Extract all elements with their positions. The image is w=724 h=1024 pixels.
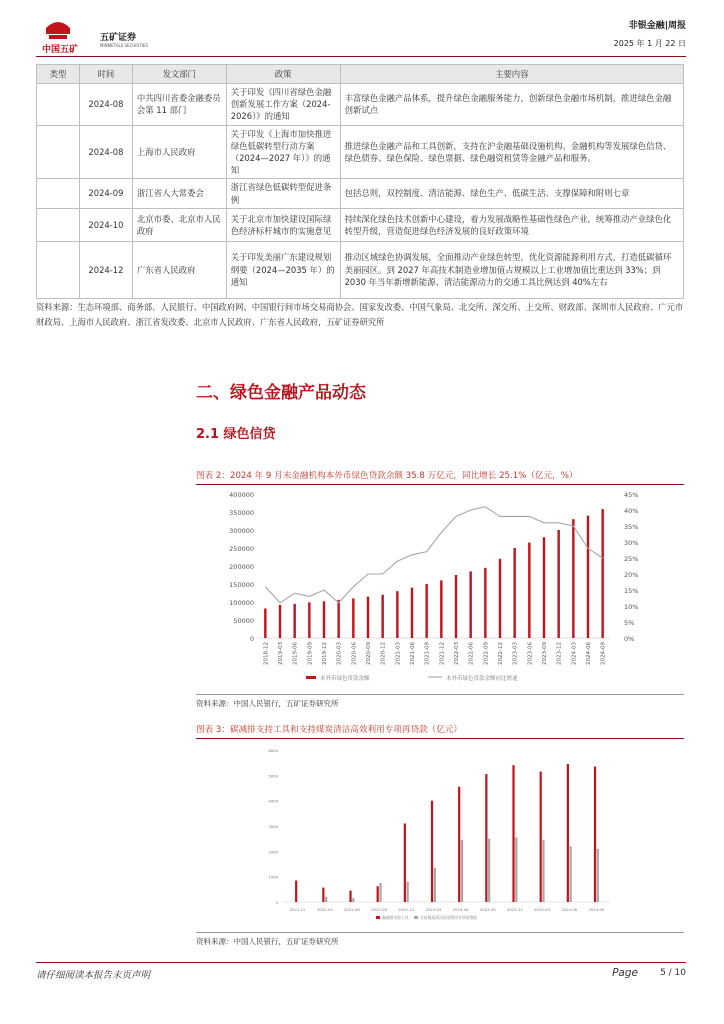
bar-carbon-reduction: [567, 764, 569, 902]
bar-green-loan: [279, 605, 281, 638]
table-cell-time: 2024-08: [79, 84, 132, 126]
footer-disclaimer: 请仔细阅读本报告末页声明: [36, 970, 151, 981]
legend-label-b: 支持煤炭清洁高效利用专项再贷款: [420, 915, 477, 920]
col-header: 时间: [79, 65, 132, 84]
fig2-divider: [196, 484, 684, 485]
report-date: 2025 年 1 月 22 日: [613, 39, 686, 48]
y-tick-left: 200000: [229, 563, 254, 571]
bar-green-loan: [528, 543, 530, 638]
bar-green-loan: [396, 591, 398, 638]
y-tick-right: 10%: [624, 603, 639, 611]
bar-coal-relending: [434, 868, 436, 902]
table-cell-type: [37, 241, 80, 298]
fig2-title: 图表 2：2024 年 9 月末金融机构本外币绿色贷款余额 35.8 万亿元，同比增长 25.1%（亿元，%）: [196, 471, 578, 481]
table-cell-time: 2024-09: [79, 179, 132, 208]
table-cell-policy: 浙江省绿色低碳转型促进条例: [226, 179, 340, 208]
table-cell-dept: 浙江省人大常委会: [132, 179, 226, 208]
table-cell-dept: 北京市委、北京市人民政府: [132, 208, 226, 241]
footer-divider: [36, 962, 686, 963]
policy-table: [36, 64, 684, 299]
y-tick-left: 350000: [229, 509, 254, 517]
table-row: [37, 241, 684, 298]
brand-cn: 中国五矿: [42, 45, 79, 55]
x-tick: 2021-03: [395, 642, 402, 665]
y-tick-right: 35%: [624, 523, 639, 531]
fig3-divider: [196, 738, 684, 739]
bar-green-loan: [381, 595, 383, 638]
table-cell-content: 推动区域绿色协调发展，全面推动产业绿色转型，优化资源能源利用方式，打造低碳循环美丽园区。到 2027 年高技术制造业增加值占规模以上工业增加值比重达到 33%；到 2030 年当年新增新能源、清洁能源动力的交通工具比例达到 40%左右: [340, 241, 683, 298]
y-tick-left: 300000: [229, 527, 254, 535]
y-tick-right: 5%: [624, 619, 635, 627]
x-tick: 2020-03: [336, 642, 343, 665]
x-tick: 2021-09: [424, 642, 431, 665]
bar-green-loan: [440, 580, 442, 638]
table-row: [37, 179, 684, 208]
bar-carbon-reduction: [594, 766, 596, 902]
bar-green-loan: [601, 509, 603, 638]
bar-carbon-reduction: [377, 886, 379, 902]
x-tick: 2022-06: [468, 642, 475, 665]
fig3-bottom-line: [196, 932, 684, 933]
x-tick: 2023-06: [452, 907, 469, 912]
x-tick: 2022-03: [316, 907, 333, 912]
bar-carbon-reduction: [322, 888, 324, 902]
line-yoy-growth: [265, 507, 602, 603]
x-tick: 2019-03: [278, 642, 284, 665]
bar-carbon-reduction: [431, 801, 433, 902]
col-header: 政策: [226, 65, 340, 84]
brand-sec-en: MINMETALS SECURITIES: [100, 43, 148, 48]
col-header: 类型: [37, 65, 80, 84]
y-tick-left: 150000: [229, 581, 254, 589]
bar-green-loan: [367, 597, 369, 638]
bar-green-loan: [499, 559, 501, 638]
y-tick: 0: [275, 900, 278, 905]
x-tick: 2018-12: [263, 642, 270, 665]
bar-carbon-reduction: [349, 891, 351, 902]
bar-green-loan: [293, 604, 295, 638]
bar-carbon-reduction: [485, 774, 487, 902]
y-tick-left: 250000: [229, 545, 254, 553]
bar-green-loan: [308, 602, 310, 638]
bar-carbon-reduction: [295, 880, 297, 902]
table-cell-type: [37, 84, 80, 126]
x-tick: 2019-09: [307, 642, 314, 665]
bar-green-loan: [455, 575, 457, 638]
x-tick: 2022-12: [498, 642, 504, 665]
table-cell-dept: 广东省人民政府: [132, 241, 226, 298]
x-tick: 2024-03: [534, 907, 551, 912]
bar-coal-relending: [488, 839, 490, 902]
bar-coal-relending: [461, 840, 463, 902]
table-header-row: [37, 65, 684, 84]
x-tick: 2021-12: [289, 907, 306, 912]
x-tick: 2019-12: [322, 642, 328, 665]
table-cell-content: 包括总则，双控制度、清洁能源、绿色生产、低碳生活、支撑保障和附则七章: [340, 179, 683, 208]
x-tick: 2020-12: [380, 642, 387, 665]
table-cell-policy: 关于印发《四川省绿色金融创新发展工作方案（2024-2026）》的通知: [226, 84, 340, 126]
bar-green-loan: [484, 568, 486, 638]
bar-coal-relending: [325, 897, 327, 902]
y-tick-right: 25%: [624, 555, 639, 563]
table-cell-type: [37, 179, 80, 208]
x-tick: 2023-06: [527, 642, 534, 665]
bar-green-loan: [425, 584, 427, 638]
bar-green-loan: [411, 588, 413, 638]
table-source: 资料来源：生态环境部、商务部、人民银行、中国政府网、中国银行间市场交易商协会、国家发改委、中国气象局、北交所、深交所、上交所、财政部、深圳市人民政府、广元市财政局、上海市人民政府、浙江省发改委、北京市人民政府、广东省人民政府，五矿证券研究所: [36, 302, 684, 327]
table-cell-type: [37, 208, 80, 241]
y-tick-right: 45%: [624, 491, 639, 499]
bar-green-loan: [337, 600, 339, 638]
x-tick: 2023-03: [425, 907, 442, 912]
bar-coal-relending: [570, 846, 572, 902]
x-tick: 2024-06: [561, 907, 578, 912]
x-tick: 2021-12: [439, 642, 446, 665]
section-title: 二、绿色金融产品动态: [196, 383, 366, 403]
bar-green-loan: [572, 519, 574, 638]
table-cell-time: 2024-12: [79, 241, 132, 298]
x-tick: 2019-06: [292, 642, 299, 665]
legend-label-bar: 本外币绿色贷款余额: [320, 676, 370, 682]
bar-coal-relending: [597, 849, 599, 902]
table-row: [37, 84, 684, 126]
x-tick: 2020-06: [351, 642, 358, 665]
y-tick: 3000: [268, 824, 278, 829]
y-tick: 2000: [268, 849, 278, 855]
fig3-source: 资料来源：中国人民银行，五矿证券研究所: [196, 937, 339, 946]
col-header: 发文部门: [132, 65, 226, 84]
x-tick: 2023-12: [506, 907, 523, 912]
y-tick: 4000: [268, 798, 278, 804]
subsection-title: 2.1 绿色信贷: [196, 427, 276, 442]
table-cell-content: 推进绿色金融产品和工具创新，支持在沪金融基础设施机构、金融机构等发展绿色信贷、绿色债券、绿色保险、绿色票据、绿色融资租赁等金融产品和服务。: [340, 125, 683, 179]
table-cell-policy: 关于印发《上海市加快推进绿色低碳转型行动方案（2024—2027 年）》的通知: [226, 125, 340, 179]
bar-green-loan: [469, 571, 471, 638]
y-tick-right: 30%: [624, 539, 639, 547]
bar-carbon-reduction: [540, 772, 542, 902]
y-tick: 1000: [268, 874, 278, 880]
bar-coal-relending: [352, 898, 354, 902]
x-tick: 2024-06: [586, 642, 592, 665]
table-cell-type: [37, 125, 80, 179]
company-logo: [36, 18, 156, 54]
report-type: 非银金融|周报: [628, 21, 686, 31]
bar-green-loan: [264, 608, 266, 638]
legend-swatch-a: [376, 916, 380, 919]
x-tick: 2024-09: [600, 642, 607, 665]
fig3-chart: [196, 740, 684, 930]
table-cell-time: 2024-08: [79, 125, 132, 179]
bar-green-loan: [587, 516, 589, 638]
x-tick: 2023-09: [479, 907, 496, 912]
x-tick: 2022-03: [454, 642, 460, 665]
brand-sec: 五矿证券: [100, 33, 137, 43]
page-number: 5 / 10: [660, 968, 686, 978]
x-tick: 2022-09: [483, 642, 490, 665]
bar-green-loan: [513, 548, 515, 638]
x-tick: 2020-09: [366, 642, 372, 665]
x-tick: 2023-09: [542, 642, 548, 665]
bar-green-loan: [543, 537, 545, 638]
y-tick-right: 15%: [624, 587, 639, 595]
bar-green-loan: [352, 598, 354, 638]
table-row: [37, 125, 684, 179]
y-tick-left: 400000: [229, 491, 254, 499]
x-tick: 2022-12: [398, 907, 415, 912]
table-cell-time: 2024-10: [79, 208, 132, 241]
bar-green-loan: [323, 601, 325, 638]
bar-carbon-reduction: [512, 765, 514, 902]
y-tick: 6000: [268, 748, 278, 753]
legend-label-line: 本外币绿色贷款余额同比增速: [446, 676, 518, 682]
table-cell-content: 持续深化绿色技术创新中心建设，着力发展战略性基础性绿色产业，统筹推动产业绿色化转型升级，营造促进绿色经济发展的良好政策环境: [340, 208, 683, 241]
bar-green-loan: [557, 530, 559, 638]
x-tick: 2024-03: [571, 642, 578, 665]
bar-carbon-reduction: [458, 787, 460, 902]
header-divider: [36, 56, 686, 57]
x-tick: 2021-06: [410, 642, 416, 665]
fig2-bottom-line: [196, 694, 684, 695]
bar-coal-relending: [542, 840, 544, 902]
bar-coal-relending: [515, 837, 517, 902]
table-row: [37, 208, 684, 241]
y-tick-left: 100000: [229, 599, 254, 607]
y-tick-right: 0%: [624, 635, 635, 643]
y-tick-right: 40%: [624, 507, 639, 515]
legend-label-a: 碳减排支持工具: [382, 915, 409, 920]
bar-carbon-reduction: [404, 823, 406, 902]
bar-coal-relending: [407, 882, 409, 902]
legend-swatch-bar: [306, 676, 316, 679]
y-tick-right: 20%: [624, 571, 639, 579]
table-cell-dept: 中共四川省委金融委员会第 11 部门: [132, 84, 226, 126]
col-header: 主要内容: [340, 65, 683, 84]
y-tick: 5000: [268, 773, 278, 779]
table-cell-dept: 上海市人民政府: [132, 125, 226, 179]
x-tick: 2023-03: [512, 642, 519, 665]
table-cell-policy: 关于印发美丽广东建设规划纲要（2024—2035 年）的通知: [226, 241, 340, 298]
table-cell-content: 丰富绿色金融产品体系，提升绿色金融服务能力，创新绿色金融市场机制，推进绿色金融创新试点: [340, 84, 683, 126]
bar-coal-relending: [379, 883, 381, 902]
x-tick: 2024-09: [588, 907, 605, 912]
x-tick: 2023-12: [556, 642, 563, 665]
y-tick-left: 0: [249, 635, 254, 643]
fig2-chart: [196, 486, 684, 692]
fig2-source: 资料来源：中国人民银行，五矿证券研究所: [196, 699, 339, 708]
table-cell-policy: 关于北京市加快建设国际绿色经济标杆城市的实施意见: [226, 208, 340, 241]
page-label: Page: [612, 967, 638, 979]
x-tick: 2022-06: [343, 907, 360, 912]
y-tick-left: 50000: [233, 617, 254, 625]
fig3-title: 图表 3：碳减排支持工具和支持煤炭清洁高效利用专项再贷款（亿元）: [196, 725, 463, 735]
legend-swatch-b: [414, 916, 418, 919]
x-tick: 2022-09: [371, 907, 388, 912]
